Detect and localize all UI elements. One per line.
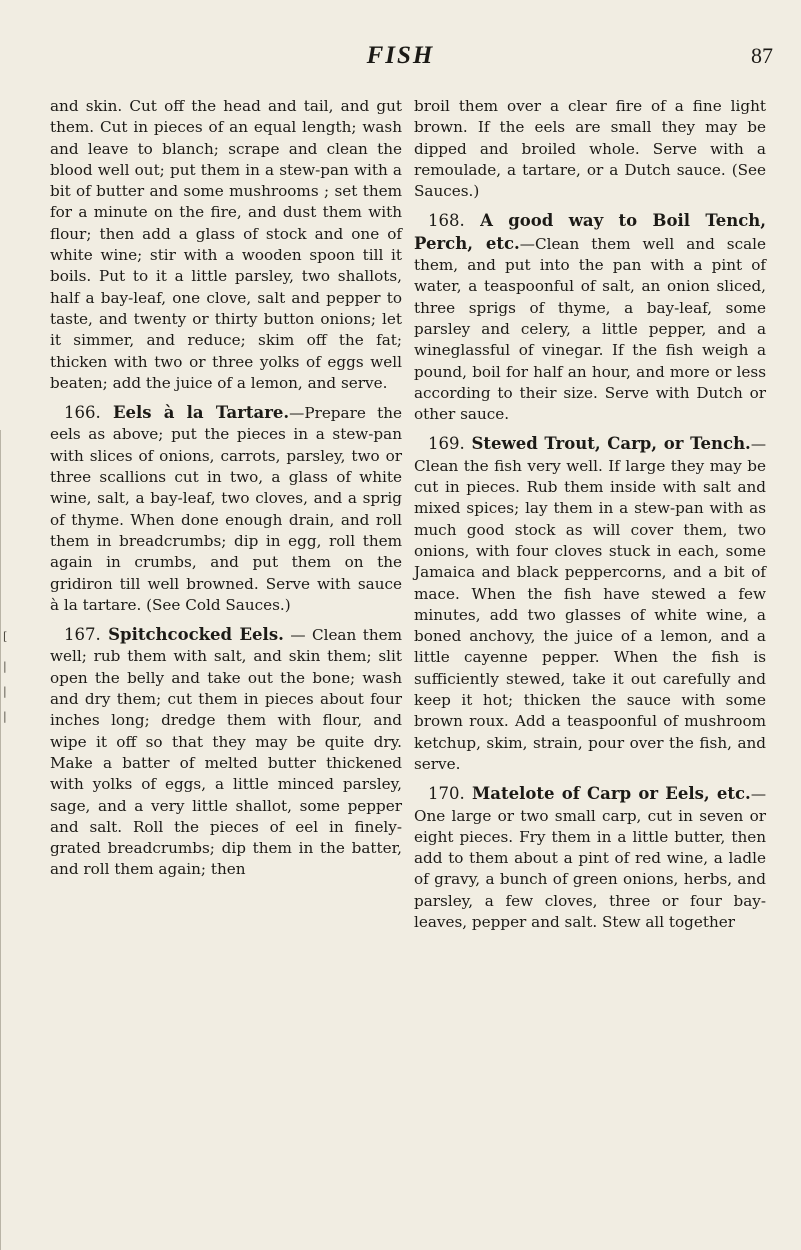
recipe-168: [414, 210, 766, 425]
continued-paragraph: broil them over a clear fire of a fine light brown. If the eels are small they may be dipped and broiled whole. Serve with a remoulade, a tartare, or a Dutch sauce. (See Sauces.): [414, 97, 766, 201]
recipe-number: 167.: [64, 625, 101, 645]
recipe-number: 166.: [64, 403, 101, 423]
margin-bracket-mark: |: [3, 710, 7, 723]
recipe-number: 169.: [428, 434, 465, 454]
recipe-heading: [64, 403, 289, 422]
page-gutter-edge: [0, 430, 15, 1250]
recipe-number: 170.: [428, 784, 465, 804]
margin-bracket-mark: |: [3, 685, 7, 698]
recipe-body: —Prepare the eels as above; put the pieces in a stew-pan with slices of onions, carrots, parsley, two or three scallions cut in two, a glass of white wine, salt, a bay-leaf, two cloves, and a sprig of thyme. When done enough drain, and roll them in breadcrumbs; dip in egg, roll them again in crumbs, and put them on the gridiron till well browned. Serve with sauce à la tartare. (See Cold Sauces.): [50, 404, 402, 614]
recipe-body: —One large or two small carp, cut in seven or eight pieces. Fry them in a little butter, then add to them about a pint of red wine, a ladle of gravy, a bunch of green onions, herbs, and parsley, a few cloves, three or four bay-leaves, pepper and salt. Stew all together: [414, 785, 766, 931]
recipe-body: —Clean the fish very well. If large they may be cut in pieces. Rub them inside with salt and mixed spices; lay them in a stew-pan with as much good stock as will cover them, two onions, with four cloves stuck in each, some Jamaica and black peppercorns, and a bit of mace. When the fish have stewed a few minutes, add two glasses of white wine, a boned anchovy, the juice of a lemon, and a little cayenne pepper. When the fish is sufficiently stewed, take it out carefully and keep it hot; thicken the sauce with some brown roux. Add a teaspoonful of mushroom ketchup, skim, strain, pour over the fish, and serve.: [414, 435, 766, 773]
recipe-169: [414, 433, 766, 775]
recipe-body: — Clean them well; rub them with salt, and skin them; slit open the belly and take out the bone; wash and dry them; cut them in pieces about four inches long; dredge them with flour, and wipe it off so that they may be quite dry. Make a batter of melted butter thickened with yolks of eggs, a little minced parsley, sage, and a very little shallot, some pepper and salt. Roll the pieces of eel in finely-grated breadcrumbs; dip them in the batter, and roll them again; then: [50, 626, 403, 879]
right-column: [414, 96, 766, 941]
running-title: FISH: [366, 42, 435, 69]
recipe-166: [50, 402, 402, 616]
continued-paragraph: and skin. Cut off the head and tail, and gut them. Cut in pieces of an equal length; wash and leave to blanch; scrape and clean the blood well out; put them in a stew-pan with a bit of butter and some mushrooms ; set them for a minute on the fire, and dust them with flour; then add a glass of stock and one of white wine; stir with a wooden spoon till it boils. Put to it a little parsley, two shallots, half a bay-leaf, one clove, salt and pepper to taste, and twenty or thirty button onions; let it simmer, and reduce; skim off the fat; thicken with two or three yolks of eggs well beaten; add the juice of a lemon, and serve.: [50, 97, 402, 392]
page-number: 87: [751, 43, 773, 68]
recipe-167: [50, 624, 402, 881]
recipe-title: A good way to Boil Tench, Perch, etc.: [414, 211, 767, 253]
recipe-heading: [428, 434, 751, 453]
margin-bracket-mark: [: [3, 630, 8, 643]
recipe-number: 168.: [428, 211, 465, 231]
recipe-170: [414, 783, 766, 933]
left-column: [50, 96, 402, 889]
recipe-title: Stewed Trout, Carp, or Tench.: [471, 434, 751, 454]
recipe-body: —Clean them well and scale them, and put into the pan with a pint of water, a teaspoonful of salt, an onion sliced, three sprigs of thyme, a bay-leaf, some parsley and celery, a little pepper, and a wineglassful of vinegar. If the fish weigh a pound, boil for half an hour, and more or less according to their size. Serve with Dutch or other sauce.: [414, 234, 766, 424]
recipe-heading: [64, 625, 284, 644]
recipe-heading: [428, 784, 751, 803]
margin-bracket-mark: |: [3, 660, 7, 673]
recipe-title: Eels à la Tartare.: [112, 403, 290, 423]
recipe-title: Spitchcocked Eels.: [108, 625, 284, 645]
recipe-title: Matelote of Carp or Eels, etc.: [472, 784, 751, 804]
